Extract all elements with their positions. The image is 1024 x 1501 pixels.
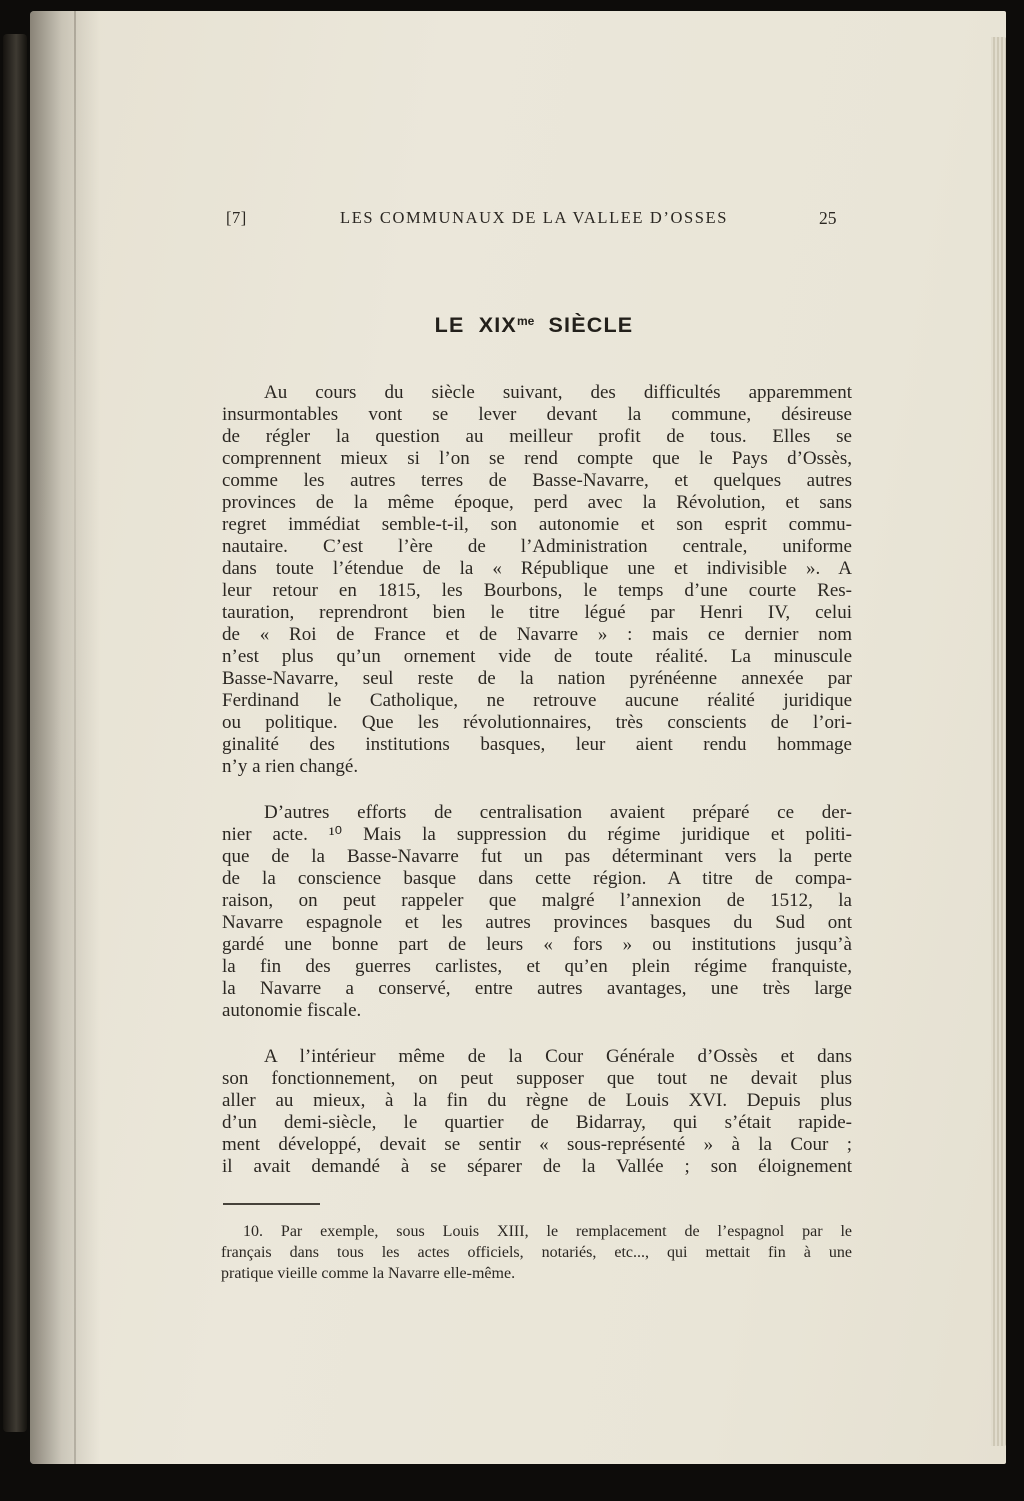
text-line: pratique vieille comme la Navarre elle-même.: [221, 1265, 516, 1282]
text-line: Au cours du siècle suivant, des difficultés apparemment: [264, 382, 852, 403]
page-edge-stack: [991, 37, 1006, 1446]
text-line: insurmontables vont se lever devant la commune, désireuse: [222, 404, 852, 425]
text-line: dans toute l’étendue de la « République une et indivisible ». A: [222, 558, 852, 579]
running-title: LES COMMUNAUX DE LA VALLEE D’OSSES: [340, 208, 728, 227]
text-line: provinces de la même époque, perd avec la Révolution, et sans: [222, 492, 852, 513]
text-line: D’autres efforts de centralisation avaient préparé ce der-: [264, 802, 852, 823]
text-line: tauration, reprendront bien le titre légué par Henri IV, celui: [222, 602, 852, 623]
chapter-heading: [200, 313, 868, 338]
text-line: comprennent mieux si l’on se rend compte que le Pays d’Ossès,: [222, 448, 852, 469]
text-line: comme les autres terres de Basse-Navarre, et quelques autres: [222, 470, 852, 491]
footnote-rule: [223, 1203, 320, 1205]
body-text: [222, 382, 852, 1178]
text-line: ginalité des institutions basques, leur aient rendu hommage: [222, 734, 852, 755]
text-line: de régler la question au meilleur profit de tous. Elles se: [222, 426, 852, 447]
text-line: il avait demandé à se séparer de la Vallée ; son éloignement: [222, 1156, 852, 1177]
paragraph-1: [222, 382, 852, 778]
text-line: leur retour en 1815, les Bourbons, le temps d’une courte Res-: [222, 580, 852, 601]
text-line: A l’intérieur même de la Cour Générale d’Ossès et dans: [264, 1046, 852, 1067]
text-line: français dans tous les actes officiels, notariés, etc..., qui mettait fin à une: [221, 1244, 852, 1261]
text-line: ou politique. Que les révolutionnaires, très conscients de l’ori-: [222, 712, 852, 733]
text-line: d’un demi-siècle, le quartier de Bidarray, qui s’était rapide-: [222, 1112, 852, 1133]
chapter-heading-suffix: SIÈCLE: [534, 313, 634, 337]
chapter-heading-superscript: me: [516, 314, 535, 328]
text-line: que de la Basse-Navarre fut un pas déterminant vers la perte: [222, 846, 852, 867]
text-line: Ferdinand le Catholique, ne retrouve aucune réalité juridique: [222, 690, 852, 711]
gathering-number: [7]: [226, 208, 247, 227]
text-line: raison, on peut rappeler que malgré l’annexion de 1512, la: [222, 890, 852, 911]
chapter-heading-prefix: LE XIX: [434, 313, 517, 337]
paragraph-3: [222, 1046, 852, 1178]
page-crease: [74, 11, 76, 1464]
text-line: aller au mieux, à la fin du règne de Louis XVI. Depuis plus: [222, 1090, 852, 1111]
binding-shadow: [30, 11, 100, 1464]
text-line: n’est plus qu’un ornement vide de toute réalité. La minuscule: [222, 646, 852, 667]
paragraph-2: [222, 802, 852, 1022]
text-line: Basse-Navarre, seul reste de la nation pyrénéenne annexée par: [222, 668, 852, 689]
text-line: son fonctionnement, on peut supposer que tout ne devait plus: [222, 1068, 852, 1089]
text-line: nier acte. ¹⁰ Mais la suppression du régime juridique et politi-: [222, 824, 852, 845]
text-line: de « Roi de France et de Navarre » : mais ce dernier nom: [222, 624, 852, 645]
text-line: regret immédiat semble-t-il, son autonomie et son esprit commu-: [222, 514, 852, 535]
facing-page-edge: [3, 34, 27, 1432]
text-line: 10. Par exemple, sous Louis XIII, le remplacement de l’espagnol par le: [243, 1223, 852, 1240]
text-line: ment développé, devait se sentir « sous-représenté » à la Cour ;: [222, 1134, 852, 1155]
book-page: [30, 11, 1006, 1464]
text-line: n’y a rien changé.: [222, 756, 359, 777]
footnote-text: [221, 1221, 852, 1284]
text-line: Navarre espagnole et les autres provinces basques du Sud ont: [222, 912, 852, 933]
text-line: gardé une bonne part de leurs « fors » ou institutions jusqu’à: [222, 934, 852, 955]
text-line: la fin des guerres carlistes, et qu’en plein régime franquiste,: [222, 956, 852, 977]
text-line: autonomie fiscale.: [222, 1000, 362, 1021]
footnote-section: [221, 1203, 852, 1284]
page-number: 25: [819, 208, 837, 228]
text-line: la Navarre a conservé, entre autres avantages, une très large: [222, 978, 852, 999]
text-line: nautaire. C’est l’ère de l’Administration centrale, uniforme: [222, 536, 852, 557]
text-line: de la conscience basque dans cette région. A titre de compa-: [222, 868, 852, 889]
